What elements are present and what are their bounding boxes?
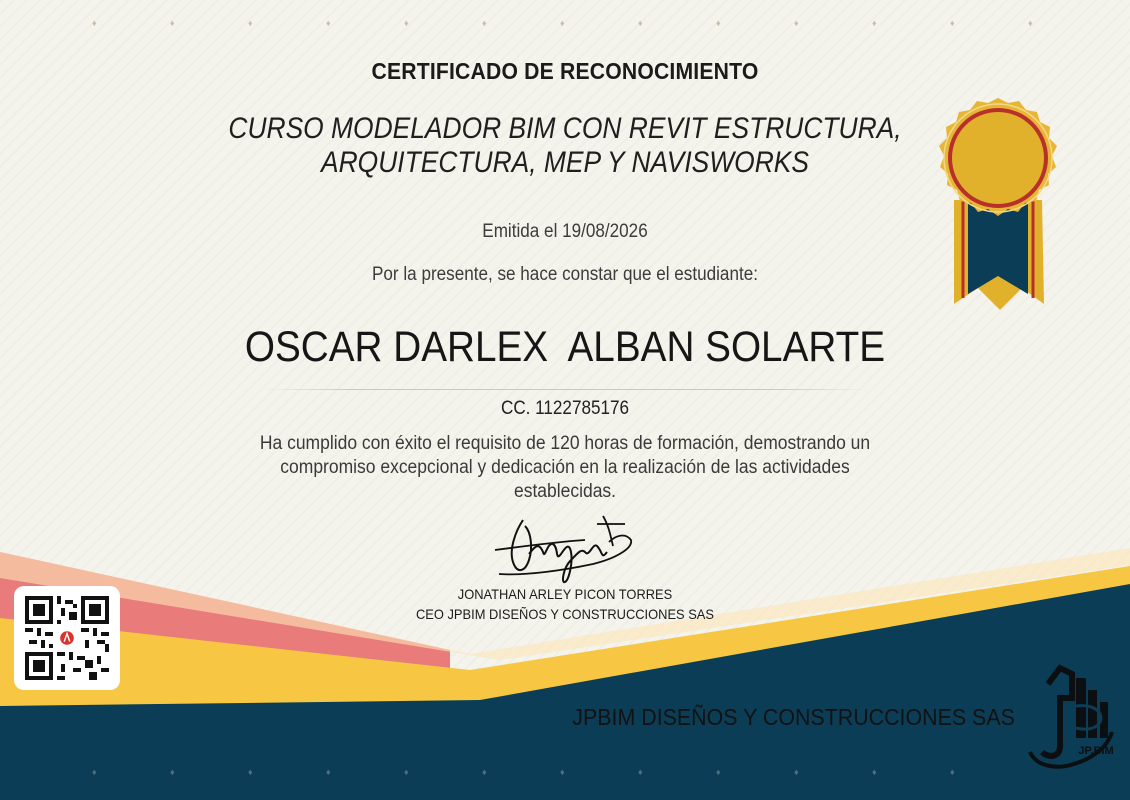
issue-date: Emitida el 19/08/2026 — [482, 221, 648, 242]
bottom-dot-row: ♦ ♦ ♦ ♦ ♦ ♦ ♦ ♦ ♦ ♦ ♦ ♦ — [92, 767, 955, 777]
student-name: OSCAR DARLEX ALBAN SOLARTE — [244, 323, 886, 371]
certificate-title: CERTIFICADO DE RECONOCIMIENTO — [371, 58, 759, 84]
logo-text: JP.BIM — [1078, 745, 1114, 757]
course-name-line-2: ARQUITECTURA, MEP Y NAVISWORKS — [320, 146, 809, 179]
course-name-line-1: CURSO MODELADOR BIM CON REVIT ESTRUCTURA, — [228, 112, 902, 145]
student-id: CC. 1122785176 — [500, 398, 630, 419]
top-dot-row: ♦ ♦ ♦ ♦ ♦ ♦ ♦ ♦ ♦ ♦ ♦ ♦ ♦ — [92, 18, 1033, 28]
intro-text: Por la presente, se hace constar que el estudiante: — [372, 264, 758, 285]
jpbim-logo-icon — [1018, 654, 1118, 772]
company-name: JPBIM DISEÑOS Y CONSTRUCCIONES SAS — [572, 704, 1015, 730]
award-medal-icon — [928, 98, 1068, 310]
course-name — [165, 112, 966, 180]
signature-icon — [485, 502, 645, 592]
signatory-name: JONATHAN ARLEY PICON TORRES — [457, 586, 673, 602]
qr-code-icon — [25, 596, 109, 680]
achievement-description: Ha cumplido con éxito el requisito de 120 horas de formación, demostrando un compromiso excepcional y dedicación en la realización de las actividades establecidas. — [259, 433, 871, 502]
signatory-role: CEO JPBIM DISEÑOS Y CONSTRUCCIONES SAS — [416, 606, 714, 622]
name-divider — [262, 389, 868, 390]
qr-code[interactable] — [14, 586, 120, 690]
